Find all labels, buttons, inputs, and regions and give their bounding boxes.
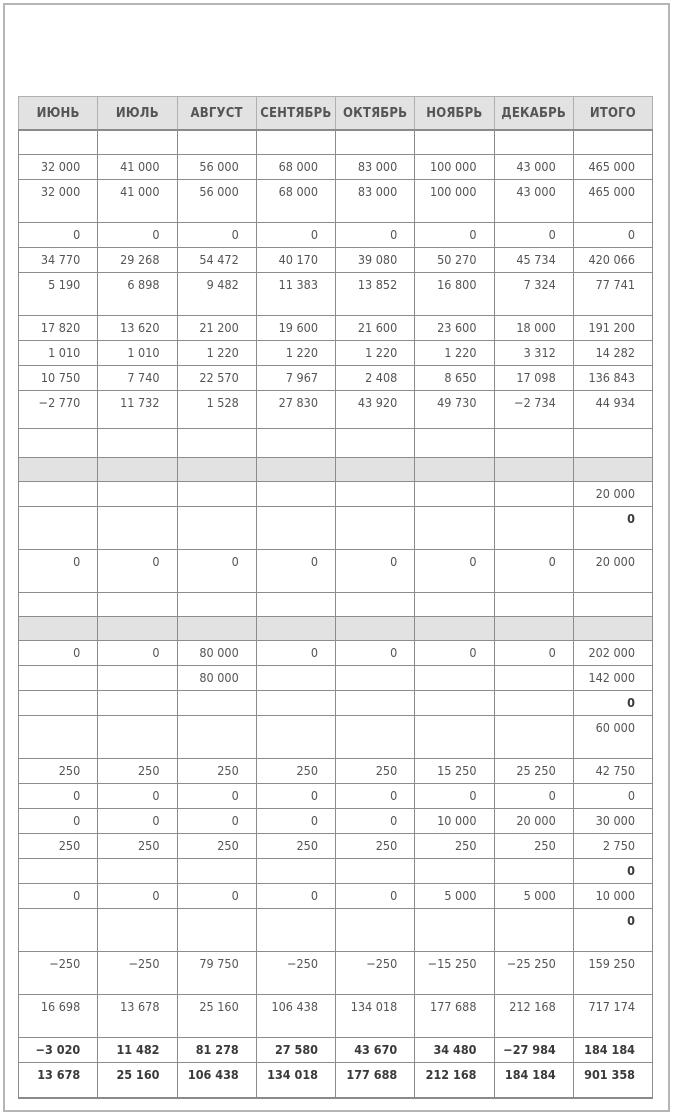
table-cell: 0	[336, 222, 415, 247]
table-cell: 250	[177, 758, 256, 783]
table-cell	[415, 858, 494, 883]
total-cell: 0	[573, 858, 652, 883]
col-november-header: НОЯБРЬ	[415, 97, 494, 131]
table-row	[19, 390, 653, 428]
table-row	[19, 1062, 653, 1098]
table-cell	[494, 457, 573, 481]
table-cell: 13 852	[336, 272, 415, 315]
table-cell: −2 734	[494, 390, 573, 428]
total-cell: 20 000	[573, 549, 652, 592]
total-cell	[573, 428, 652, 457]
total-cell	[573, 616, 652, 640]
table-cell	[177, 858, 256, 883]
table-cell	[336, 130, 415, 154]
table-cell: 0	[336, 883, 415, 908]
table-cell: 177 688	[415, 994, 494, 1037]
total-cell: 44 934	[573, 390, 652, 428]
table-cell: 0	[494, 222, 573, 247]
table-cell: −3 020	[19, 1037, 98, 1062]
table-cell: 0	[256, 883, 335, 908]
table-cell: 43 670	[336, 1037, 415, 1062]
table-cell: 13 678	[19, 1062, 98, 1098]
table-cell: 0	[98, 222, 177, 247]
table-cell	[177, 592, 256, 616]
total-cell: 14 282	[573, 340, 652, 365]
table-cell: 0	[415, 783, 494, 808]
table-cell: 250	[415, 833, 494, 858]
table-cell: 0	[177, 808, 256, 833]
table-cell: 250	[98, 833, 177, 858]
table-cell: 11 482	[98, 1037, 177, 1062]
table-cell: 0	[256, 783, 335, 808]
total-cell: 77 741	[573, 272, 652, 315]
table-cell: 20 000	[494, 808, 573, 833]
table-cell: 106 438	[177, 1062, 256, 1098]
table-row	[19, 715, 653, 758]
table-cell: 0	[98, 640, 177, 665]
table-cell	[415, 457, 494, 481]
total-cell: 20 000	[573, 481, 652, 506]
table-row	[19, 428, 653, 457]
table-cell: 83 000	[336, 154, 415, 179]
table-cell: 212 168	[494, 994, 573, 1037]
table-cell: 184 184	[494, 1062, 573, 1098]
table-cell	[336, 616, 415, 640]
table-cell	[494, 908, 573, 951]
table-row	[19, 858, 653, 883]
table-cell: 29 268	[98, 247, 177, 272]
table-cell: 83 000	[336, 179, 415, 222]
table-cell: 1 010	[19, 340, 98, 365]
table-cell: 17 098	[494, 365, 573, 390]
table-cell: 81 278	[177, 1037, 256, 1062]
total-cell: 0	[573, 690, 652, 715]
table-cell	[98, 457, 177, 481]
table-cell: 100 000	[415, 179, 494, 222]
col-june-header: ИЮНЬ	[19, 97, 98, 131]
table-cell: 0	[98, 783, 177, 808]
table-cell: 21 600	[336, 315, 415, 340]
col-december-header: ДЕКАБРЬ	[494, 97, 573, 131]
table-cell: 5 000	[494, 883, 573, 908]
table-cell	[494, 592, 573, 616]
table-cell: 16 800	[415, 272, 494, 315]
table-cell: 25 160	[98, 1062, 177, 1098]
table-cell	[336, 908, 415, 951]
table-row	[19, 315, 653, 340]
table-cell	[98, 908, 177, 951]
table-cell: 15 250	[415, 758, 494, 783]
table-row	[19, 808, 653, 833]
table-cell	[256, 130, 335, 154]
total-cell: 10 000	[573, 883, 652, 908]
total-cell: 42 750	[573, 758, 652, 783]
total-cell	[573, 457, 652, 481]
table-cell: −250	[19, 951, 98, 994]
table-cell	[336, 457, 415, 481]
table-row	[19, 247, 653, 272]
table-cell	[494, 690, 573, 715]
table-row	[19, 833, 653, 858]
table-cell	[256, 616, 335, 640]
table-cell	[177, 428, 256, 457]
col-september-header: СЕНТЯБРЬ	[256, 97, 335, 131]
table-cell	[256, 690, 335, 715]
total-cell: 30 000	[573, 808, 652, 833]
total-cell: 136 843	[573, 365, 652, 390]
table-row	[19, 365, 653, 390]
table-cell: 250	[256, 833, 335, 858]
table-row	[19, 951, 653, 994]
table-cell: 5 190	[19, 272, 98, 315]
col-total-header: ИТОГО	[573, 97, 652, 131]
table-cell: 22 570	[177, 365, 256, 390]
total-cell	[573, 592, 652, 616]
col-august-header: АВГУСТ	[177, 97, 256, 131]
table-cell	[415, 715, 494, 758]
total-cell: 0	[573, 908, 652, 951]
total-cell: 420 066	[573, 247, 652, 272]
table-cell: 250	[336, 833, 415, 858]
table-cell	[256, 506, 335, 549]
table-cell: 43 000	[494, 179, 573, 222]
total-cell: 717 174	[573, 994, 652, 1037]
table-cell: 25 250	[494, 758, 573, 783]
table-cell: 0	[98, 549, 177, 592]
table-cell	[494, 506, 573, 549]
table-cell: 0	[177, 549, 256, 592]
table-cell: 0	[336, 783, 415, 808]
table-row	[19, 130, 653, 154]
table-cell: −27 984	[494, 1037, 573, 1062]
total-cell: 159 250	[573, 951, 652, 994]
table-cell: 1 220	[415, 340, 494, 365]
table-cell	[494, 715, 573, 758]
total-cell: 0	[573, 506, 652, 549]
table-row	[19, 481, 653, 506]
table-cell	[336, 665, 415, 690]
total-cell: 465 000	[573, 179, 652, 222]
table-cell	[177, 130, 256, 154]
table-cell: 0	[494, 549, 573, 592]
table-cell: 13 620	[98, 315, 177, 340]
table-cell	[415, 908, 494, 951]
table-cell	[177, 506, 256, 549]
table-row	[19, 1037, 653, 1062]
table-cell	[494, 858, 573, 883]
table-cell: 0	[19, 549, 98, 592]
table-cell: 1 220	[336, 340, 415, 365]
table-cell: 177 688	[336, 1062, 415, 1098]
table-cell	[336, 715, 415, 758]
table-cell: 39 080	[336, 247, 415, 272]
table-cell: 25 160	[177, 994, 256, 1037]
table-cell: −250	[336, 951, 415, 994]
total-cell: 60 000	[573, 715, 652, 758]
table-cell	[415, 592, 494, 616]
table-cell	[177, 690, 256, 715]
table-cell: 2 408	[336, 365, 415, 390]
table-cell	[494, 616, 573, 640]
table-cell: 18 000	[494, 315, 573, 340]
table-cell: 0	[494, 783, 573, 808]
table-cell: 0	[19, 883, 98, 908]
table-cell: −2 770	[19, 390, 98, 428]
table-cell: 0	[98, 808, 177, 833]
table-cell: 5 000	[415, 883, 494, 908]
table-cell	[256, 908, 335, 951]
total-cell: 184 184	[573, 1037, 652, 1062]
table-cell: 1 528	[177, 390, 256, 428]
table-row	[19, 272, 653, 315]
table-cell: 23 600	[415, 315, 494, 340]
table-cell: 45 734	[494, 247, 573, 272]
table-cell	[336, 858, 415, 883]
table-cell: 34 770	[19, 247, 98, 272]
table-cell	[98, 665, 177, 690]
table-cell	[415, 481, 494, 506]
table-cell: 7 967	[256, 365, 335, 390]
table-cell: 13 678	[98, 994, 177, 1037]
table-cell: 19 600	[256, 315, 335, 340]
table-cell	[494, 428, 573, 457]
table-cell	[494, 665, 573, 690]
table-cell: 43 000	[494, 154, 573, 179]
table-cell: 32 000	[19, 154, 98, 179]
table-cell: 41 000	[98, 154, 177, 179]
table-row	[19, 665, 653, 690]
table-cell: 68 000	[256, 154, 335, 179]
table-cell	[336, 592, 415, 616]
table-row	[19, 994, 653, 1037]
table-cell	[19, 130, 98, 154]
table-cell: 50 270	[415, 247, 494, 272]
table-cell: −250	[256, 951, 335, 994]
table-cell: 250	[336, 758, 415, 783]
table-cell: −15 250	[415, 951, 494, 994]
table-cell	[177, 908, 256, 951]
table-cell: 0	[494, 640, 573, 665]
table-cell: 1 220	[177, 340, 256, 365]
table-cell: 49 730	[415, 390, 494, 428]
table-row	[19, 179, 653, 222]
table-cell: 100 000	[415, 154, 494, 179]
table-cell: 250	[98, 758, 177, 783]
table-cell: 250	[256, 758, 335, 783]
total-cell: 465 000	[573, 154, 652, 179]
table-cell	[19, 690, 98, 715]
table-cell: 0	[415, 549, 494, 592]
table-cell: 0	[19, 222, 98, 247]
table-cell	[415, 665, 494, 690]
table-cell: 0	[256, 549, 335, 592]
table-cell	[256, 481, 335, 506]
table-cell	[19, 908, 98, 951]
table-cell: 79 750	[177, 951, 256, 994]
table-row	[19, 640, 653, 665]
table-cell: 80 000	[177, 665, 256, 690]
table-cell: 11 732	[98, 390, 177, 428]
table-cell: 0	[415, 222, 494, 247]
table-row	[19, 340, 653, 365]
table-cell	[256, 665, 335, 690]
table-cell: 250	[177, 833, 256, 858]
table-cell	[256, 592, 335, 616]
table-cell: 0	[256, 808, 335, 833]
table-cell	[19, 506, 98, 549]
table-cell: 27 830	[256, 390, 335, 428]
total-cell: 0	[573, 783, 652, 808]
table-cell: 0	[19, 640, 98, 665]
table-cell: 0	[336, 640, 415, 665]
table-cell: 10 750	[19, 365, 98, 390]
col-july-header: ИЮЛЬ	[98, 97, 177, 131]
table-cell: 40 170	[256, 247, 335, 272]
table-cell	[415, 428, 494, 457]
table-cell	[19, 592, 98, 616]
table-row	[19, 222, 653, 247]
table-row	[19, 908, 653, 951]
table-cell: 0	[336, 808, 415, 833]
table-cell	[256, 428, 335, 457]
total-cell: 191 200	[573, 315, 652, 340]
table-cell	[177, 457, 256, 481]
table-cell: 80 000	[177, 640, 256, 665]
table-cell: 0	[256, 640, 335, 665]
table-cell	[415, 616, 494, 640]
table-row	[19, 616, 653, 640]
table-row	[19, 549, 653, 592]
table-cell: 134 018	[336, 994, 415, 1037]
table-cell	[19, 715, 98, 758]
table-cell: 56 000	[177, 179, 256, 222]
table-cell: 0	[336, 549, 415, 592]
table-cell	[98, 592, 177, 616]
table-cell	[19, 481, 98, 506]
table-cell: 3 312	[494, 340, 573, 365]
table-cell: 1 010	[98, 340, 177, 365]
table-cell	[415, 690, 494, 715]
table-cell: 0	[415, 640, 494, 665]
table-cell: 34 480	[415, 1037, 494, 1062]
table-cell: 7 324	[494, 272, 573, 315]
table-cell	[98, 481, 177, 506]
table-cell	[19, 457, 98, 481]
table-cell: 212 168	[415, 1062, 494, 1098]
table-cell	[98, 506, 177, 549]
table-cell: 16 698	[19, 994, 98, 1037]
table-cell: 0	[177, 883, 256, 908]
table-cell: −25 250	[494, 951, 573, 994]
table-cell	[336, 428, 415, 457]
table-cell	[19, 665, 98, 690]
table-cell: 27 580	[256, 1037, 335, 1062]
table-cell: 17 820	[19, 315, 98, 340]
table-cell: 7 740	[98, 365, 177, 390]
table-cell	[494, 481, 573, 506]
total-cell: 202 000	[573, 640, 652, 665]
table-row	[19, 154, 653, 179]
table-cell: 250	[19, 833, 98, 858]
table-row	[19, 506, 653, 549]
table-cell: 8 650	[415, 365, 494, 390]
table-cell: 10 000	[415, 808, 494, 833]
table-body	[19, 130, 653, 1098]
table-row	[19, 758, 653, 783]
table-cell	[98, 858, 177, 883]
table-cell: 11 383	[256, 272, 335, 315]
table-cell: 250	[19, 758, 98, 783]
table-cell	[98, 130, 177, 154]
table-cell	[98, 690, 177, 715]
total-cell	[573, 130, 652, 154]
table-cell	[98, 715, 177, 758]
table-cell: 9 482	[177, 272, 256, 315]
budget-table	[18, 96, 653, 1099]
table-row	[19, 457, 653, 481]
table-row	[19, 783, 653, 808]
table-cell	[19, 616, 98, 640]
col-october-header: ОКТЯБРЬ	[336, 97, 415, 131]
table-cell	[98, 616, 177, 640]
table-cell	[177, 481, 256, 506]
table-cell: 0	[177, 222, 256, 247]
table-cell: 0	[256, 222, 335, 247]
table-cell: 54 472	[177, 247, 256, 272]
table-cell	[19, 858, 98, 883]
total-cell: 901 358	[573, 1062, 652, 1098]
table-cell	[98, 428, 177, 457]
table-row	[19, 883, 653, 908]
table-cell: 1 220	[256, 340, 335, 365]
table-cell	[177, 715, 256, 758]
table-cell: 106 438	[256, 994, 335, 1037]
table-cell: 6 898	[98, 272, 177, 315]
table-cell	[336, 481, 415, 506]
table-cell: 41 000	[98, 179, 177, 222]
table-cell: 43 920	[336, 390, 415, 428]
table-cell	[19, 428, 98, 457]
table-cell: 68 000	[256, 179, 335, 222]
table-cell: 0	[177, 783, 256, 808]
table-cell: 21 200	[177, 315, 256, 340]
table-cell: 0	[19, 808, 98, 833]
table-cell	[256, 457, 335, 481]
table-cell	[415, 130, 494, 154]
table-cell	[415, 506, 494, 549]
header-row	[19, 97, 653, 131]
table-row	[19, 592, 653, 616]
table-cell: −250	[98, 951, 177, 994]
table-cell: 134 018	[256, 1062, 335, 1098]
table-cell	[494, 130, 573, 154]
table-cell: 56 000	[177, 154, 256, 179]
table-cell	[256, 715, 335, 758]
table-cell: 250	[494, 833, 573, 858]
table-cell	[336, 506, 415, 549]
total-cell: 0	[573, 222, 652, 247]
table-cell	[256, 858, 335, 883]
table-cell: 0	[19, 783, 98, 808]
table-cell	[336, 690, 415, 715]
table-cell: 32 000	[19, 179, 98, 222]
table-cell: 0	[98, 883, 177, 908]
total-cell: 2 750	[573, 833, 652, 858]
total-cell: 142 000	[573, 665, 652, 690]
table-row	[19, 690, 653, 715]
table-cell	[177, 616, 256, 640]
